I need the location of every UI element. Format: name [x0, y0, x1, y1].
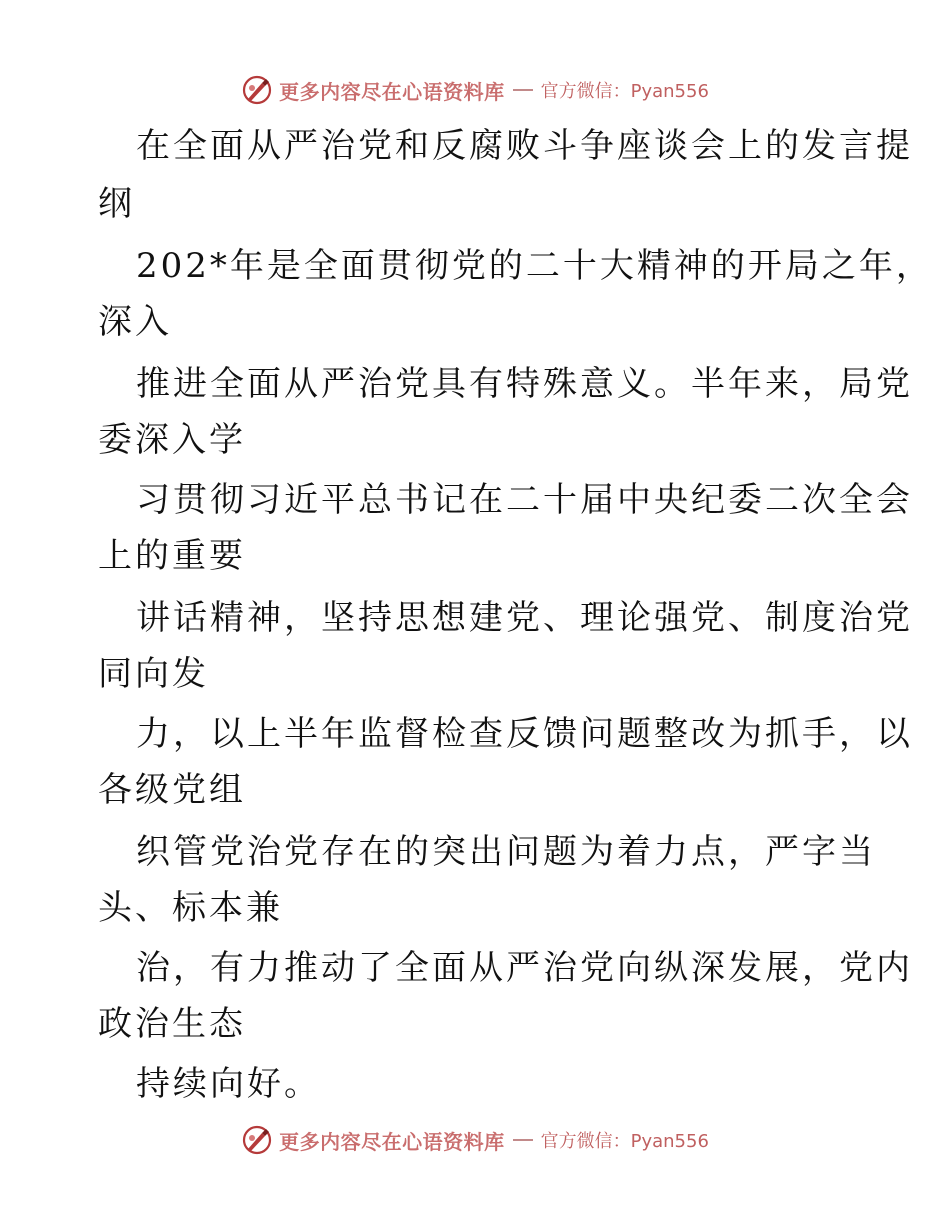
page-header — [0, 70, 950, 110]
paragraph-line: 上的重要 — [98, 536, 246, 576]
paragraph-line: 织管党治党存在的突出问题为着力点，严字当 — [136, 832, 876, 872]
watermark-separator — [513, 89, 533, 91]
title-line-2: 纲 — [98, 184, 135, 224]
footer-watermark — [241, 1124, 709, 1156]
paragraph-line: 讲话精神，坚持思想建党、理论强党、制度治党 — [136, 598, 913, 638]
paragraph-line: 深入 — [98, 302, 172, 342]
title-line-1: 在全面从严治党和反腐败斗争座谈会上的发言提 — [136, 126, 913, 166]
paragraph-line: 同向发 — [98, 654, 209, 694]
watermark-contact: 官方微信：Pyan556 — [540, 81, 709, 102]
watermark-contact: 官方微信：Pyan556 — [540, 1131, 709, 1152]
paragraph-line: 头、标本兼 — [98, 888, 283, 928]
paragraph-line: 各级党组 — [98, 770, 246, 810]
page-footer — [0, 1120, 950, 1160]
header-watermark — [241, 74, 709, 106]
watermark-separator — [513, 1139, 533, 1141]
paragraph-line: 委深入学 — [98, 420, 246, 460]
paragraph-line: 推进全面从严治党具有特殊意义。半年来，局党 — [136, 364, 913, 404]
paragraph-line: 力，以上半年监督检查反馈问题整改为抓手，以 — [136, 714, 913, 754]
paragraph-line: 202*年是全面贯彻党的二十大精神的开局之年， — [136, 246, 933, 286]
pen-circle-logo-icon — [241, 1124, 273, 1156]
paragraph-line: 习贯彻习近平总书记在二十届中央纪委二次全会 — [136, 480, 913, 520]
watermark-brand: 更多内容尽在心语资料库 — [279, 1129, 505, 1154]
paragraph-line: 持续向好。 — [136, 1064, 321, 1104]
watermark-brand: 更多内容尽在心语资料库 — [279, 79, 505, 104]
paragraph-line: 政治生态 — [98, 1004, 246, 1044]
paragraph-line: 治，有力推动了全面从严治党向纵深发展，党内 — [136, 948, 913, 988]
pen-circle-logo-icon — [241, 74, 273, 106]
